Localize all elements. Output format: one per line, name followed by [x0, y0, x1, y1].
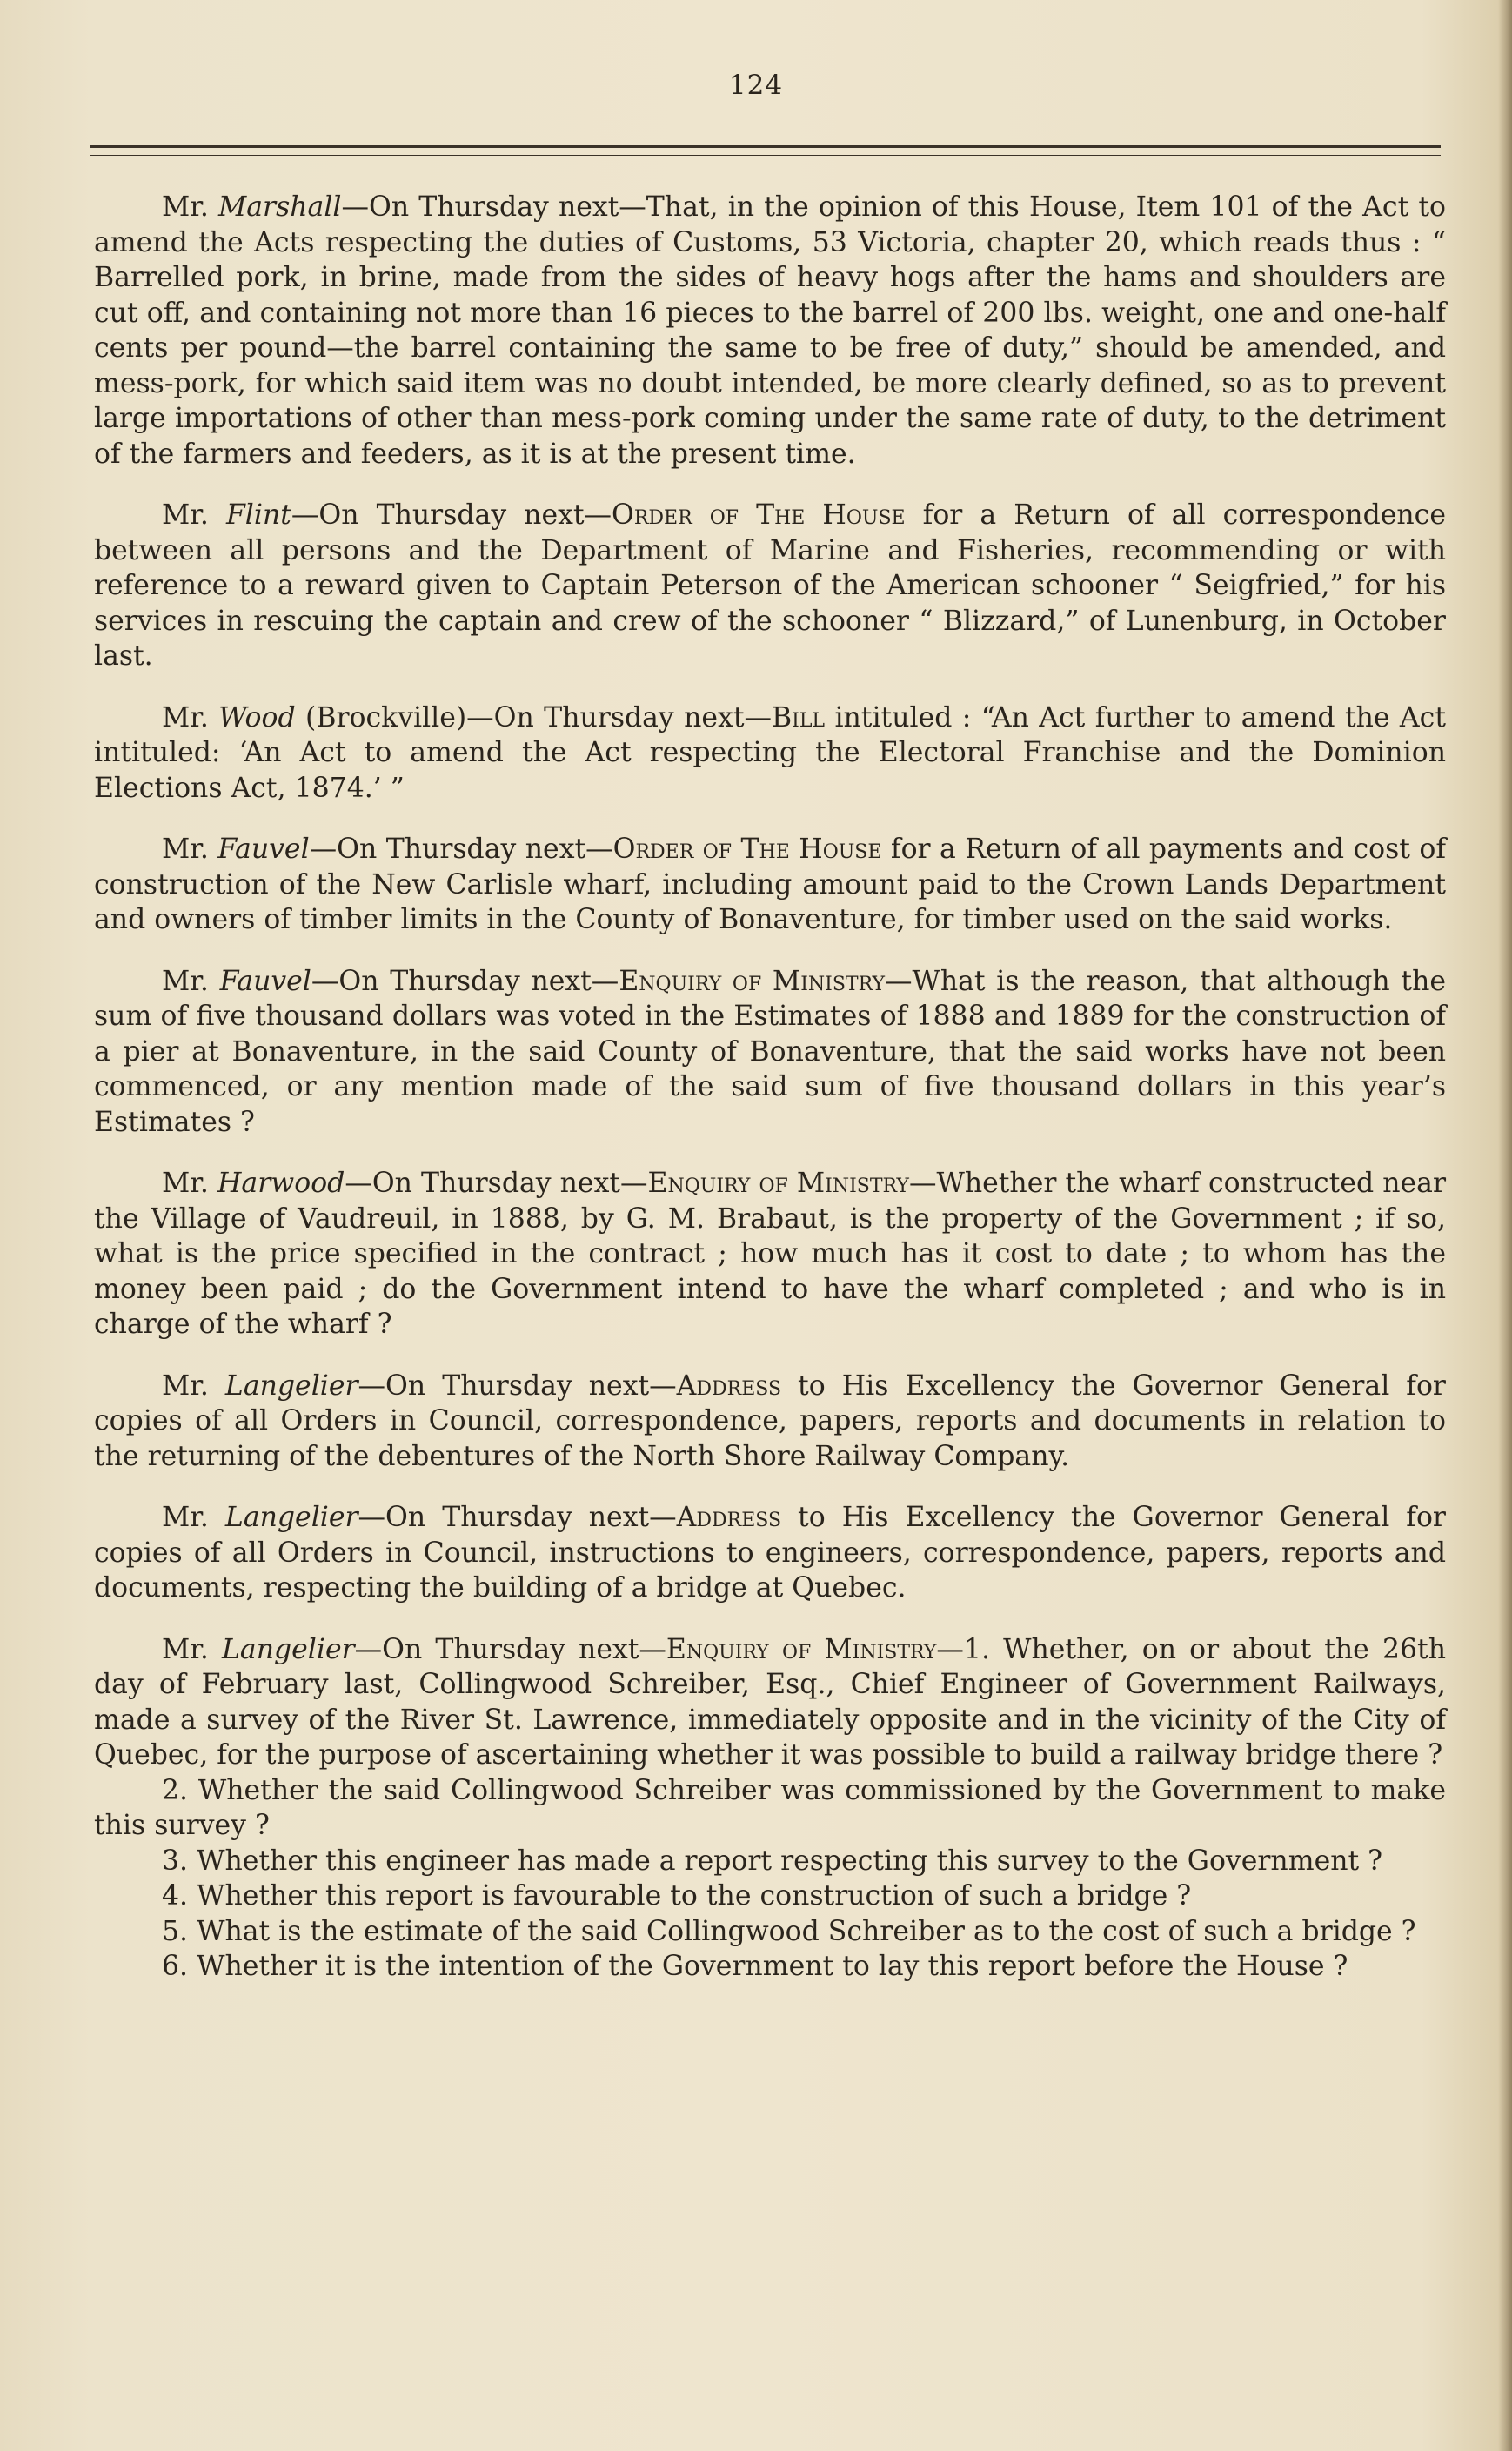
notice-timing: —On Thursday next—	[354, 1633, 666, 1665]
notice-text: intituled : “An Act further to amend the Act intituled: ‘An Act to amend the Act respecting the Electoral Franchise and the Dominion Elections Act, 1874.’ ”	[94, 701, 1446, 804]
notice-action: Order of The House	[612, 499, 906, 531]
member-name: Fauvel	[219, 965, 311, 997]
member-title: Mr.	[162, 499, 226, 531]
notice-paragraph	[94, 700, 1446, 807]
member-name: Fauvel	[217, 834, 310, 865]
notice-timing: —On Thursday next—	[358, 1502, 677, 1533]
notice-paragraph	[94, 964, 1446, 1141]
notice-text: —1. Whether, on or about the 26th day of February last, Collingwood Schreiber, Esq., Chief Engineer of Government Railways, made a survey of the River St. Lawrence, immediately opposite and in the vicinity of the City of Quebec, for the purpose of ascertaining whether it was possible to build a railway bridge there ?	[94, 1633, 1446, 1771]
notice-timing: —On Thursday next—	[311, 965, 619, 997]
notice-text: for a Return of all correspondence between all persons and the Department of Marine and Fisheries, recommending or with reference to a reward given to Captain Peterson of the American schooner “ Seigfried,” for his services in rescuing the captain and crew of the schooner “ Blizzard,” of Lunenburg, in October last.	[94, 499, 1446, 672]
member-title: Mr.	[162, 834, 218, 865]
header-rule-thin	[90, 155, 1441, 156]
notice-action: Address	[676, 1502, 782, 1533]
notice-timing: —On Thursday next—	[341, 191, 646, 223]
member-title: Mr.	[162, 701, 219, 733]
notice-paragraph	[94, 832, 1446, 938]
notice-text: That, in the opinion of this House, Item 101 of the Act to amend the Acts respecting the duties of Customs, 53 Victoria, chapter 20, which reads thus : “ Barrelled pork, in brine, made from the sides of heavy hogs after the hams and shoulders are cut off, and containing not more than 16 pieces to the barrel of 200 lbs. weight, one and one-half cents per pound—the barrel containing the same to be free of duty,” should be amended, and mess-pork, for which said item was no doubt intended, be more clearly defined, so as to prevent large importations of other than mess-pork coming under the same rate of duty, to the detriment of the farmers and feeders, as it is at the present time.	[94, 191, 1446, 470]
enquiry-question: 5. What is the estimate of the said Collingwood Schreiber as to the cost of such a bridge ?	[162, 1915, 1416, 1947]
notice-text: for a Return of all payments and cost of construction of the New Carlisle wharf, including amount paid to the Crown Lands Department and owners of timber limits in the County of Bonaventure, for timber used on the said works.	[94, 834, 1446, 935]
notice-timing: (Brockville)—On Thursday next—	[295, 701, 772, 733]
header-rule-thick	[90, 145, 1441, 148]
notice-paragraph	[94, 1500, 1446, 1606]
member-name: Wood	[218, 701, 296, 733]
member-name: Langelier	[224, 1502, 358, 1533]
notice-text: to His Excellency the Governor General for copies of all Orders in Council, instructions to engineers, correspondence, papers, reports and documents, respecting the building of a bridge at Quebec.	[94, 1502, 1446, 1604]
notice-paragraph	[94, 1166, 1446, 1343]
member-name: Langelier	[222, 1633, 355, 1665]
notice-action: Address	[676, 1369, 782, 1402]
notice-action: Order of The House	[612, 834, 882, 865]
notice-list	[94, 190, 1446, 1985]
member-name: Harwood	[217, 1168, 345, 1199]
member-title: Mr.	[162, 1633, 222, 1665]
enquiry-question: 4. Whether this report is favourable to the construction of such a bridge ?	[162, 1880, 1192, 1912]
enquiry-question: 3. Whether this engineer has made a report respecting this survey to the Government ?	[162, 1845, 1383, 1877]
member-title: Mr.	[162, 191, 219, 223]
member-title: Mr.	[162, 965, 220, 997]
notice-paragraph	[94, 1369, 1446, 1475]
member-name: Flint	[225, 499, 291, 531]
notice-paragraph	[94, 1632, 1446, 1773]
notice-text: —What is the reason, that although the sum of five thousand dollars was voted in the Estimates of 1888 and 1889 for the construction of a pier at Bonaventure, in the said County of Bonaventure, that the said works have not been commenced, or any mention made of the said sum of five thousand dollars in this year’s Estimates ?	[94, 965, 1446, 1138]
binding-edge	[1498, 0, 1512, 2451]
member-name: Marshall	[218, 191, 342, 223]
notice-paragraph	[94, 498, 1446, 674]
member-title: Mr.	[162, 1502, 225, 1533]
notice-action: Bill	[771, 701, 826, 733]
notice-timing: —On Thursday next—	[309, 834, 613, 865]
notice-text: to His Excellency the Governor General for copies of all Orders in Council, correspondence, papers, reports and documents in relation to the returning of the debentures of the North Shore Railway Company.	[94, 1369, 1446, 1472]
notice-action: Enquiry of Ministry	[619, 965, 885, 997]
notice-timing: —On Thursday next—	[345, 1168, 648, 1199]
member-name: Langelier	[224, 1369, 358, 1402]
enquiry-question: 2. Whether the said Collingwood Schreiber was commissioned by the Government to make this survey ?	[94, 1774, 1446, 1841]
page-number: 124	[728, 70, 784, 101]
member-title: Mr.	[162, 1369, 225, 1402]
notice-action: Enquiry of Ministry	[666, 1633, 937, 1665]
notice-text: —Whether the wharf constructed near the Village of Vaudreuil, in 1888, by G. M. Brabaut, is the property of the Government ; if so, what is the price specified in the contract ; how much has it cost to date ; to whom has the money been paid ; do the Government intend to have the wharf completed ; and who is in charge of the wharf ?	[94, 1168, 1446, 1340]
notice-timing: —On Thursday next—	[358, 1369, 677, 1402]
member-title: Mr.	[162, 1168, 217, 1199]
notice-timing: —On Thursday next—	[291, 499, 612, 531]
enquiry-question: 6. Whether it is the intention of the Government to lay this report before the House ?	[162, 1951, 1348, 1982]
notice-action: Enquiry of Ministry	[647, 1168, 909, 1199]
notice-paragraph	[94, 190, 1446, 472]
